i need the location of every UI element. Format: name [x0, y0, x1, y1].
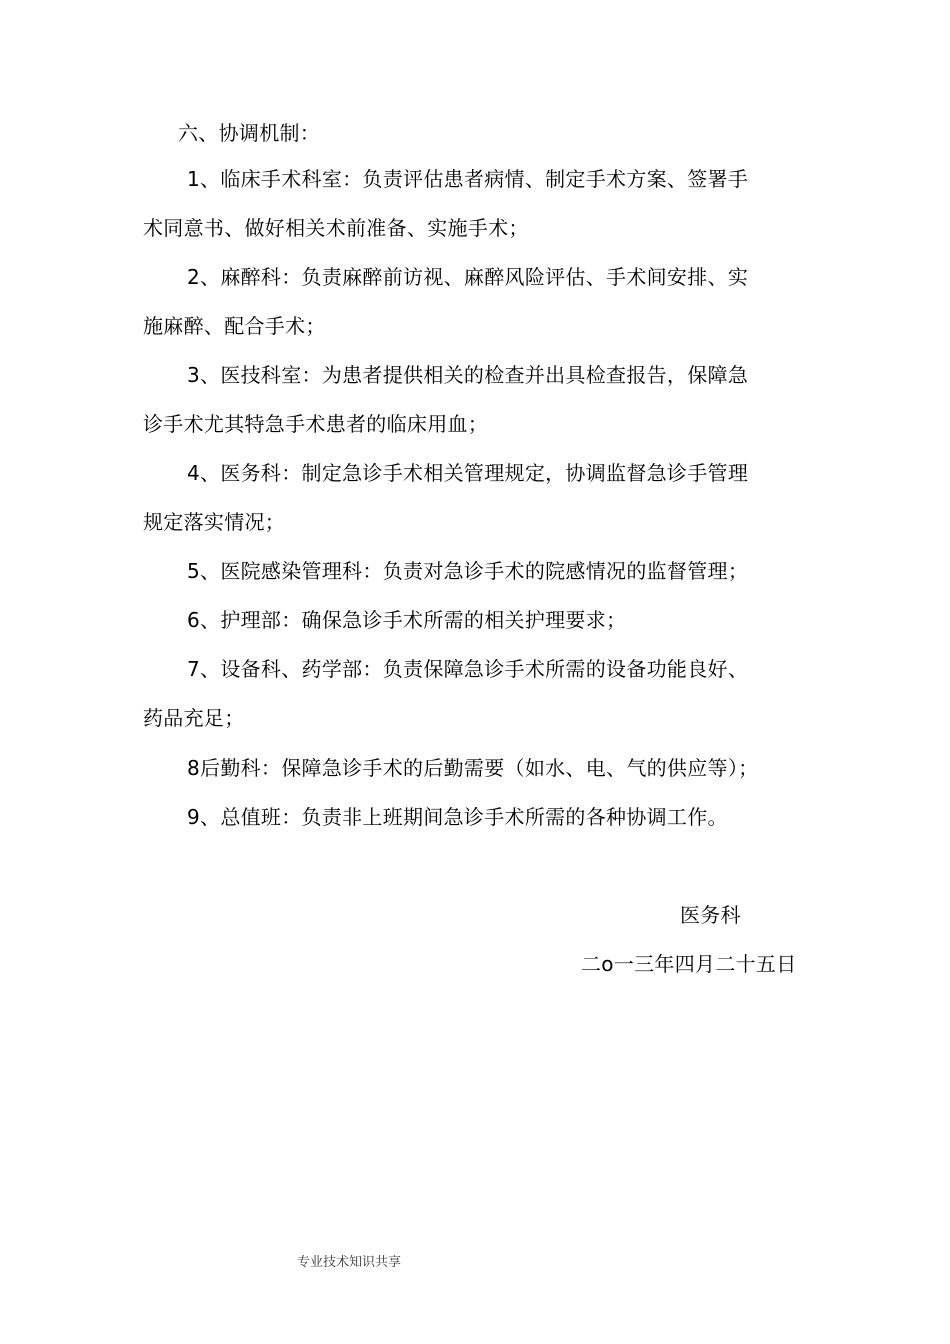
item-7-line-2: 药品充足； [143, 706, 245, 730]
signature-department: 医务科 [680, 903, 741, 927]
item-6-line-1: 6、护理部：确保急诊手术所需的相关护理要求； [187, 608, 627, 632]
section-heading: 六、协调机制： [178, 121, 321, 145]
item-3-line-1: 3、医技科室：为患者提供相关的检查并出具检查报告，保障急 [187, 363, 749, 387]
item-5-line-1: 5、医院感染管理科：负责对急诊手术的院感情况的监督管理； [187, 559, 749, 583]
signature-date: 二o一三年四月二十五日 [581, 952, 797, 976]
page-footer: 专业技术知识共享 [297, 1255, 402, 1270]
item-4-line-1: 4、医务科：制定急诊手术相关管理规定，协调监督急诊手管理 [187, 461, 749, 485]
item-9-line-1: 9、总值班：负责非上班期间急诊手术所需的各种协调工作。 [187, 805, 728, 829]
item-7-line-1: 7、设备科、药学部：负责保障急诊手术所需的设备功能良好、 [187, 657, 749, 681]
item-4-line-2: 规定落实情况； [143, 510, 286, 534]
item-1-line-2: 术同意书、做好相关术前准备、实施手术； [143, 216, 529, 240]
item-3-line-2: 诊手术尤其特急手术患者的临床用血； [143, 412, 489, 436]
item-2-line-1: 2、麻醉科：负责麻醉前访视、麻醉风险评估、手术间安排、实 [187, 265, 749, 289]
item-1-line-1: 1、临床手术科室：负责评估患者病情、制定手术方案、签署手 [187, 167, 749, 191]
item-8-line-1: 8后勤科：保障急诊手术的后勤需要（如水、电、气的供应等）； [187, 756, 759, 780]
item-2-line-2: 施麻醉、配合手术； [143, 314, 326, 338]
